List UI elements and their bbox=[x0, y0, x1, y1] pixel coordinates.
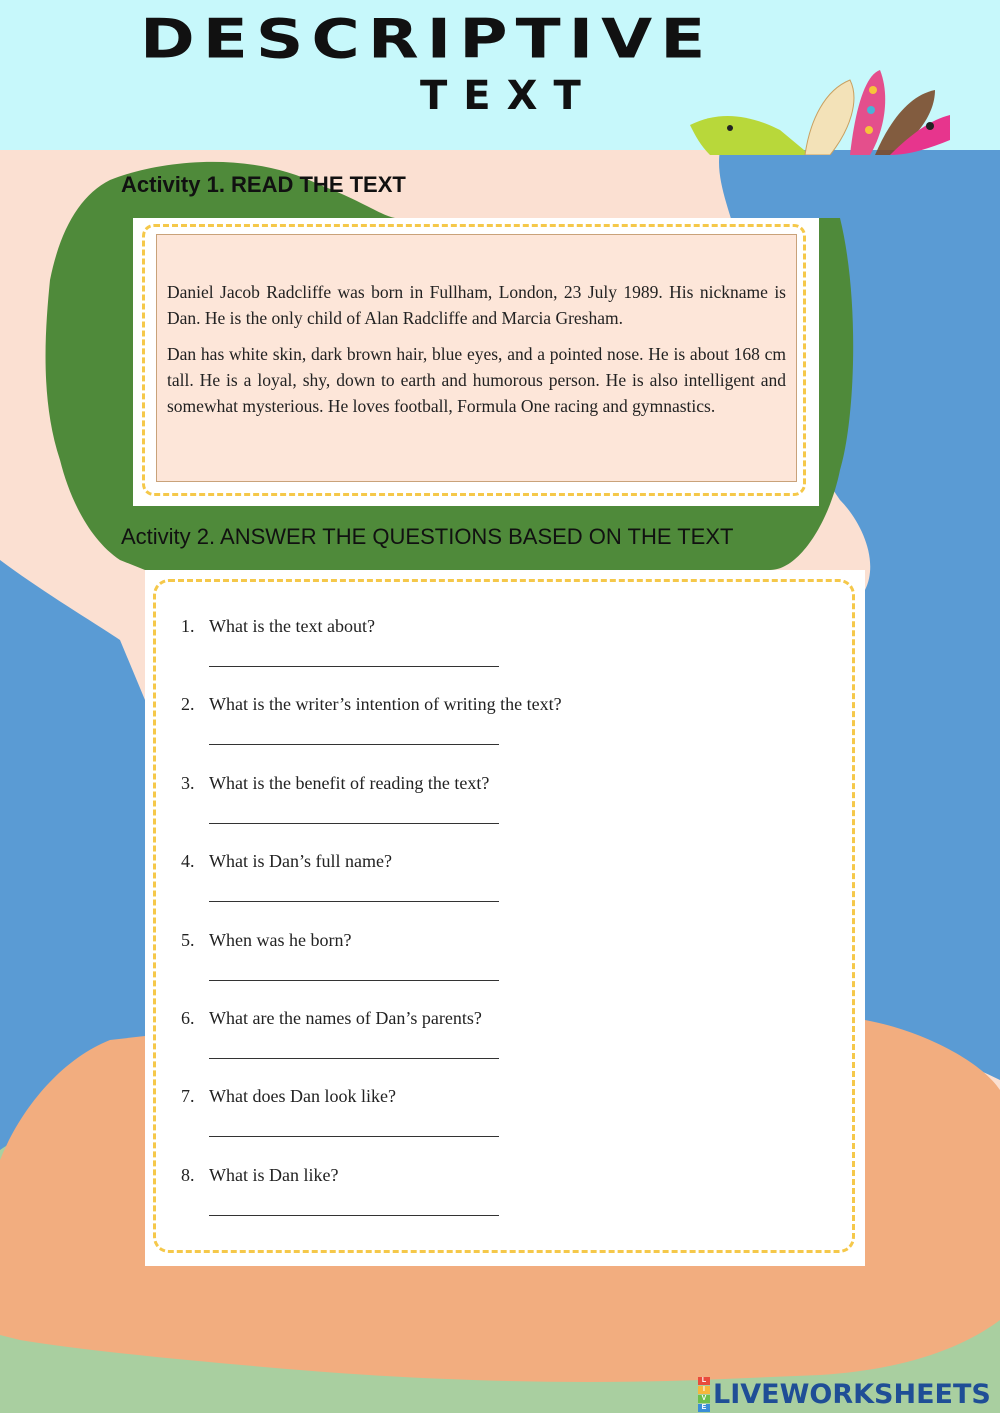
questions-card-dashed-border bbox=[153, 579, 855, 1253]
question-text: What are the names of Dan’s parents? bbox=[209, 1007, 482, 1028]
question-number: 1. bbox=[181, 616, 195, 636]
activity-2-heading: Activity 2. ANSWER THE QUESTIONS BASED ON THE TEXT bbox=[121, 524, 734, 549]
questions-card bbox=[145, 570, 865, 1266]
answer-line-1[interactable] bbox=[209, 666, 499, 667]
activity-1-heading: Activity 1. READ THE TEXT bbox=[121, 172, 406, 197]
logo-icon-letter: E bbox=[698, 1404, 710, 1412]
reading-card bbox=[133, 218, 819, 506]
question-number: 6. bbox=[181, 1007, 195, 1028]
page-subtitle: TEXT bbox=[420, 73, 597, 119]
answer-line-2[interactable] bbox=[209, 744, 499, 745]
question-text: What is the text about? bbox=[209, 616, 375, 636]
question-number: 2. bbox=[181, 694, 195, 715]
liveworksheets-logo[interactable] bbox=[698, 1376, 991, 1412]
passage-paragraph-2: Dan has white skin, dark brown hair, blue eyes, and a pointed nose. He is about 168 cm tall. He is a loyal, shy, down to earth and humorous person. He is also intelligent and somewhat mysterious. He loves football, Formula One racing and gymnastics. bbox=[167, 344, 786, 416]
question-text: What is the benefit of reading the text? bbox=[209, 772, 490, 793]
question-number: 7. bbox=[181, 1086, 195, 1107]
answer-line-3[interactable] bbox=[209, 823, 499, 824]
logo-icon-letter: I bbox=[698, 1386, 710, 1394]
question-text: When was he born? bbox=[209, 929, 352, 950]
question-text: What is Dan like? bbox=[209, 1164, 339, 1185]
question-text: What is the writer’s intention of writing the text? bbox=[209, 694, 562, 715]
answer-line-4[interactable] bbox=[209, 901, 499, 902]
answer-line-6[interactable] bbox=[209, 1058, 499, 1059]
logo-icon-letter: V bbox=[698, 1395, 710, 1403]
logo-icon-letter: L bbox=[698, 1377, 710, 1385]
answer-line-7[interactable] bbox=[209, 1136, 499, 1137]
question-number: 3. bbox=[181, 772, 195, 793]
answer-line-8[interactable] bbox=[209, 1215, 499, 1216]
question-number: 8. bbox=[181, 1164, 195, 1185]
feather-decoration-icon bbox=[690, 60, 950, 155]
answer-line-5[interactable] bbox=[209, 980, 499, 981]
question-number: 5. bbox=[181, 929, 195, 950]
question-text: What is Dan’s full name? bbox=[209, 851, 392, 872]
page-title: DESCRIPTIVE bbox=[140, 7, 714, 71]
liveworksheets-logo-icon bbox=[698, 1377, 710, 1412]
reading-passage bbox=[156, 234, 797, 482]
question-text: What does Dan look like? bbox=[209, 1086, 396, 1107]
header-banner bbox=[0, 0, 1000, 150]
passage-paragraph-1: Daniel Jacob Radcliffe was born in Fullham, London, 23 July 1989. His nickname is Dan. He is the only child of Alan Radcliffe and Marcia Gresham. bbox=[167, 282, 786, 328]
logo-text: LIVEWORKSHEETS bbox=[713, 1378, 991, 1410]
question-number: 4. bbox=[181, 851, 195, 872]
